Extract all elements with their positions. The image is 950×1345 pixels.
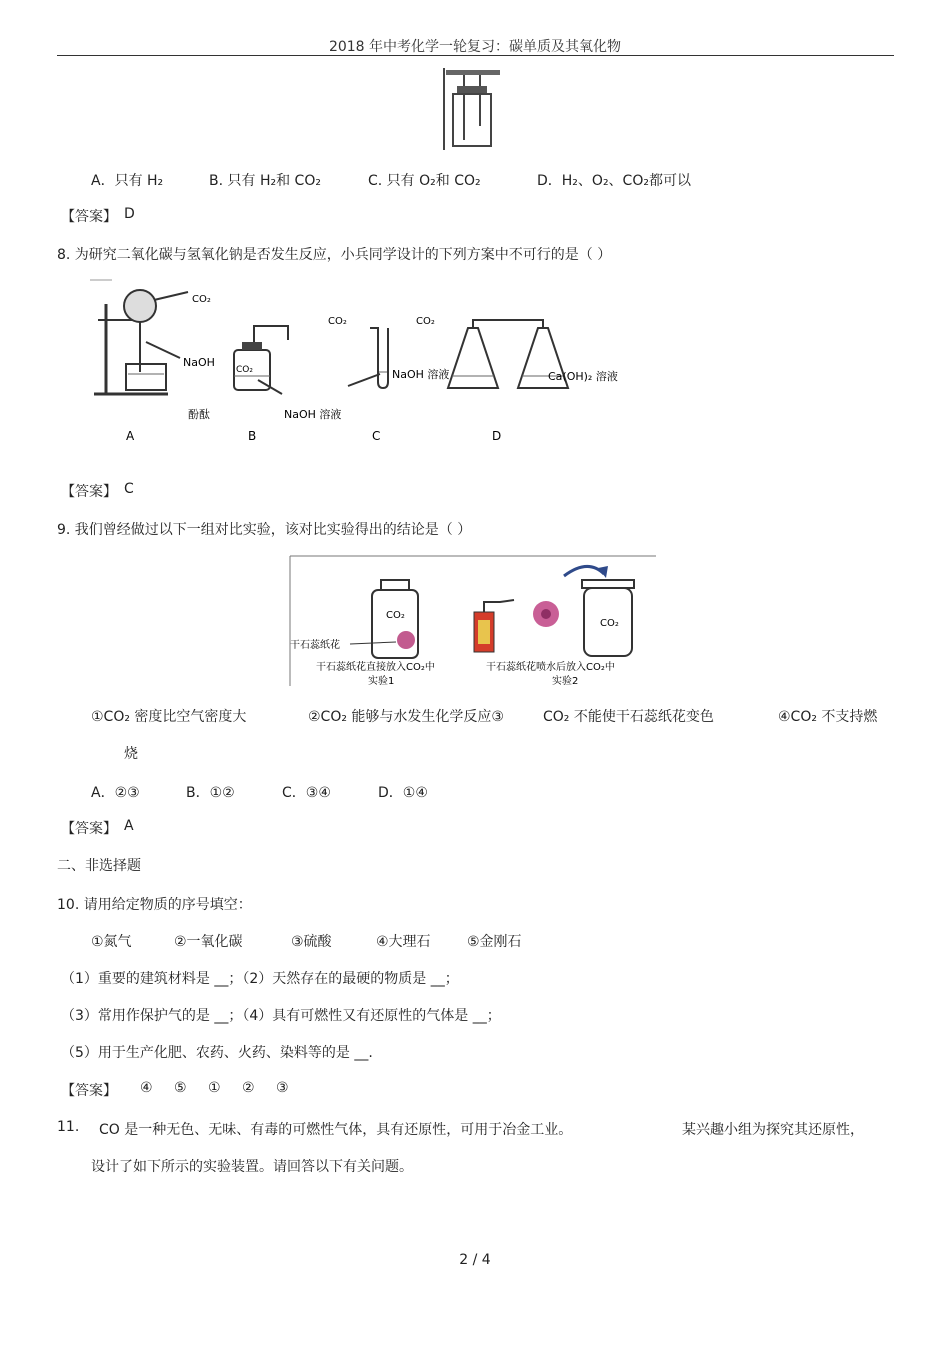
fig-d-letter: D bbox=[492, 429, 502, 443]
page-header: 2018 年中考化学一轮复习：碳单质及其氧化物 bbox=[328, 39, 622, 55]
fig9-exp2-name: 实验2 bbox=[552, 676, 579, 687]
fig9-flower-label: 干石蕊纸花 bbox=[290, 640, 340, 651]
q10-material-2: ②一氧化碳 bbox=[174, 934, 243, 950]
q9-statement-3: CO₂ 不能使干石蕊纸花变色 bbox=[543, 709, 714, 725]
q11-line-1a: CO 是一种无色、无味、有毒的可燃性气体，具有还原性，可用于冶金工业。 bbox=[99, 1122, 573, 1138]
fig-a-letter: A bbox=[126, 429, 135, 443]
q9-answer-label: 【答案】 bbox=[61, 821, 117, 837]
q9-statement-cont: 烧 bbox=[124, 746, 138, 762]
q10-answer-4: ② bbox=[242, 1080, 255, 1096]
fig-b-naoh-label: NaOH 溶液 bbox=[284, 408, 342, 421]
fig-c-co2-label: CO₂ bbox=[328, 316, 347, 327]
q10-answer-label: 【答案】 bbox=[61, 1083, 117, 1099]
q9-statement-4: ④CO₂ 不支持燃 bbox=[778, 709, 878, 725]
page-number: 2 / 4 bbox=[459, 1252, 491, 1268]
fig-c-naoh-label: NaOH 溶液 bbox=[392, 368, 450, 381]
q10-answer-1: ④ bbox=[140, 1080, 153, 1096]
fig-b-letter: B bbox=[248, 429, 257, 443]
q7-answer: D bbox=[124, 206, 135, 222]
q10-material-5: ⑤金刚石 bbox=[467, 934, 522, 950]
q9-experiment-figure bbox=[288, 554, 658, 692]
fig9-co2-1: CO₂ bbox=[386, 610, 405, 621]
header-divider bbox=[57, 55, 894, 56]
fig9-exp1-caption: 干石蕊纸花直接放入CO₂中 bbox=[316, 662, 435, 673]
q9-stem: 9. 我们曾经做过以下一组对比实验，该对比实验得出的结论是（ ） bbox=[57, 522, 472, 538]
q10-material-1: ①氮气 bbox=[91, 934, 132, 950]
q7-option-c: C. 只有 O₂和 CO₂ bbox=[368, 173, 481, 189]
fig9-co2-2: CO₂ bbox=[600, 618, 619, 629]
q10-answer-2: ⑤ bbox=[174, 1080, 187, 1096]
q10-material-3: ③硫酸 bbox=[291, 934, 332, 950]
fig9-exp2-caption: 干石蕊纸花喷水后放入CO₂中 bbox=[486, 662, 615, 673]
fig-a-bottom-label: 酚酞 bbox=[188, 408, 210, 421]
fig-d-co2-label: CO₂ bbox=[416, 316, 435, 327]
q10-line-3: （5）用于生产化肥、农药、火药、染料等的是 __. bbox=[61, 1045, 373, 1061]
q7-option-d: D．H₂、O₂、CO₂都可以 bbox=[537, 173, 691, 189]
q7-gas-bottle-figure bbox=[440, 66, 504, 156]
q10-material-4: ④大理石 bbox=[376, 934, 431, 950]
q10-line-1: （1）重要的建筑材料是 __；（2）天然存在的最硬的物质是 __； bbox=[61, 971, 459, 987]
fig-d-caoh-label: Ca(OH)₂ 溶液 bbox=[548, 370, 618, 383]
q8-apparatus-figure bbox=[88, 276, 648, 452]
q9-option-d: D．①④ bbox=[378, 785, 428, 801]
q11-line-2: 设计了如下所示的实验装置。请回答以下有关问题。 bbox=[91, 1159, 413, 1175]
q10-line-2: （3）常用作保护气的是 __；（4）具有可燃性又有还原性的气体是 __； bbox=[61, 1008, 501, 1024]
q10-answer-5: ③ bbox=[276, 1080, 289, 1096]
q8-stem: 8. 为研究二氧化碳与氢氧化钠是否发生反应，小兵同学设计的下列方案中不可行的是（ ） bbox=[57, 247, 612, 263]
q11-line-1b: 某兴趣小组为探究其还原性， bbox=[682, 1122, 864, 1138]
q9-statement-1: ①CO₂ 密度比空气密度大 bbox=[91, 709, 247, 725]
q9-option-a: A．②③ bbox=[91, 785, 140, 801]
fig-a-co2-label: CO₂ bbox=[192, 294, 211, 305]
q10-stem: 10. 请用给定物质的序号填空： bbox=[57, 897, 252, 913]
q7-option-b: B. 只有 H₂和 CO₂ bbox=[209, 173, 321, 189]
q11-number: 11. bbox=[57, 1119, 80, 1135]
section-2-title: 二、非选择题 bbox=[57, 858, 141, 874]
q7-answer-label: 【答案】 bbox=[61, 209, 117, 225]
q10-answer-3: ① bbox=[208, 1080, 221, 1096]
fig9-exp1-name: 实验1 bbox=[368, 676, 395, 687]
q8-answer-label: 【答案】 bbox=[61, 484, 117, 500]
fig-b-co2-label: CO₂ bbox=[236, 365, 253, 375]
q9-option-b: B．①② bbox=[186, 785, 235, 801]
fig-a-naoh-label: NaOH bbox=[183, 356, 215, 369]
q9-answer: A bbox=[124, 818, 134, 834]
fig-c-letter: C bbox=[372, 429, 381, 443]
q8-answer: C bbox=[124, 481, 134, 497]
q9-option-c: C．③④ bbox=[282, 785, 331, 801]
q7-option-a: A．只有 H₂ bbox=[91, 173, 164, 189]
q9-statement-2: ②CO₂ 能够与水发生化学反应③ bbox=[308, 709, 504, 725]
